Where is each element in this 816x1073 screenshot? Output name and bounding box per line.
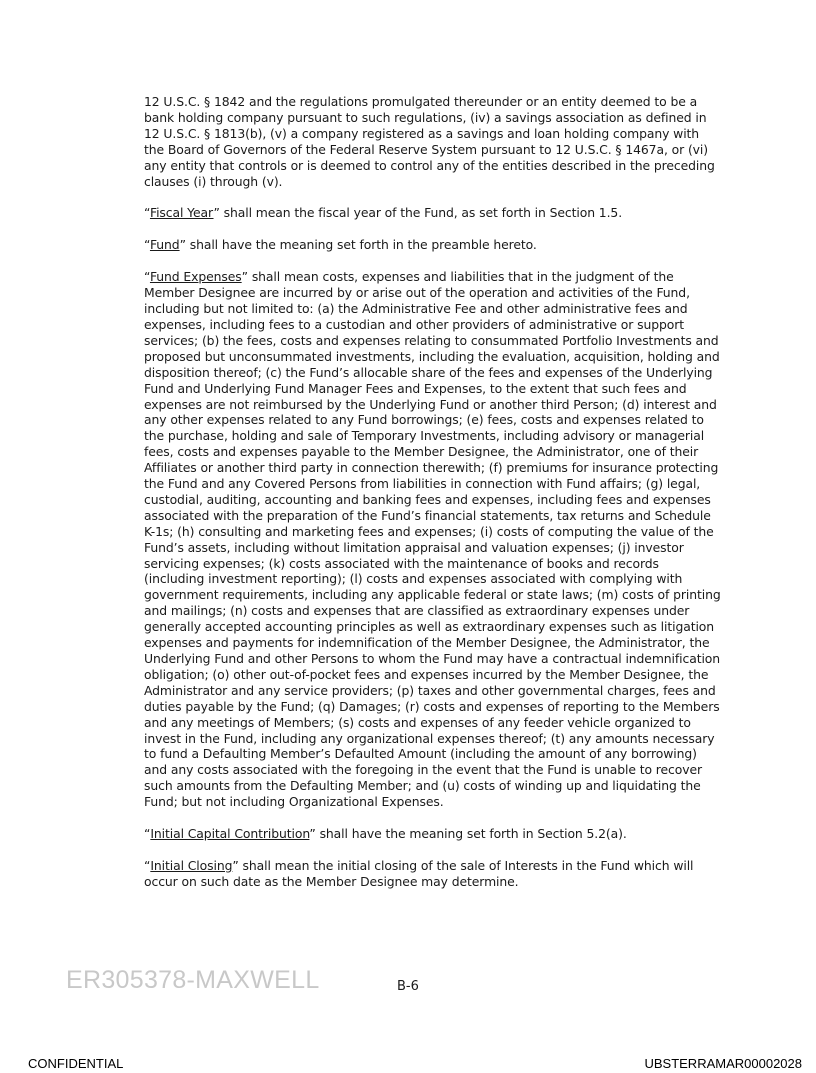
definition-initial-closing: “Initial Closing” shall mean the initial closing of the sale of Interests in the Fund which will occur on such date as the Member Designee may determine.: [144, 857, 694, 889]
definition-fund-expenses: “Fund Expenses” shall mean costs, expenses and liabilities that in the judgment of the Member Designee are incurred by or arise out of the operation and activities of the Fund, including but not limited to: (a) the Administrative Fee and other administrative fees and expenses, including fees to a custodian and other providers of administrative or support services; (b) the fees, costs and expenses relating to consummated Portfolio Investments and proposed but unconsummated investments, including the evaluation, acquisition, holding and disposition thereof; (c) the Fund’s allocable share of the fees and expenses of the Underlying Fund and Underlying Fund Manager Fees and Expenses, to the extent that such fees and expenses are not reimbursed by the Underlying Fund or another third Person; (d) interest and any other expenses related to any Fund borrowings; (e) fees, costs and expenses related to the purchase, holding and sale of Temporary Investments, including advisory or managerial fees, costs and expenses payable to the Member Designee, the Administrator, one of their Affiliates or another third party in connection therewith; (f) premiums for insurance protecting the Fund and any Covered Persons from liabilities in connection with Fund affairs; (g) legal, custodial, auditing, accounting and banking fees and expenses, including fees and expenses associated with the preparation of the Fund’s financial statements, tax returns and Schedule K-1s; (h) consulting and marketing fees and expenses; (i) costs of computing the value of the Fund’s assets, including without limitation appraisal and valuation expenses; (j) investor servicing expenses; (k) costs associated with the maintenance of books and records (including investment reporting); (l) costs and expenses associated with complying with government requirements, including any applicable federal or state laws; (m) costs of printing and mailings; (n) costs and expenses that are classified as extraordinary expenses under generally accepted accounting principles as well as extraordinary expenses such as litigation expenses and payments for indemnification of the Member Designee, the Administrator, the Underlying Fund and other Persons to whom the Fund may have a contractual indemnification obligation; (o) other out-of-pocket fees and expenses incurred by the Member Designee, the Administrator and any service providers; (p) taxes and other governmental charges, fees and duties payable by the Fund; (q) Damages; (r) costs and expenses of reporting to the Members and any meetings of Members; (s) costs and expenses of any feeder vehicle organized to invest in the Fund, including any organizational expenses thereof; (t) any amounts necessary to fund a Defaulting Member’s Defaulted Amount (including the amount of any borrowing) and any costs associated with the foregoing in the event that the Fund is unable to recover such amounts from the Defaulting Member; and (u) costs of winding up and liquidating the Fund; but not including Organizational Expenses.: [144, 269, 721, 810]
definition-fund: “Fund” shall have the meaning set forth in the preamble hereto.: [144, 237, 537, 253]
defined-term: Initial Closing: [150, 857, 233, 873]
defined-term: Initial Capital Contribution: [150, 826, 310, 842]
bates-number: UBSTERRAMAR00002028: [644, 1056, 802, 1071]
defined-term: Fund Expenses: [149, 269, 242, 285]
definition-fiscal-year: “Fiscal Year” shall mean the fiscal year of the Fund, as set forth in Section 1.5.: [144, 205, 623, 221]
defined-term: Fund: [149, 237, 180, 253]
document-body: [144, 94, 721, 906]
confidential-label: CONFIDENTIAL: [28, 1056, 124, 1071]
definition-initial-capital-contribution: “Initial Capital Contribution” shall have the meaning set forth in Section 5.2(a).: [144, 826, 627, 842]
page-number: B-6: [397, 979, 419, 994]
paragraph-bank-holding-continuation: 12 U.S.C. § 1842 and the regulations promulgated thereunder or an entity deemed to be a bank holding company pursuant to such regulations, (iv) a savings association as defined in 12 U.S.C. § 1813(b), (v) a company registered as a savings and loan holding company with the Board of Governors of the Federal Reserve System pursuant to 12 U.S.C. § 1467a, or (vi) any entity that controls or is deemed to control any of the entities described in the preceding clauses (i) through (v).: [144, 94, 715, 189]
defined-term: Fiscal Year: [149, 205, 214, 221]
bates-watermark: ER305378-MAXWELL: [66, 966, 320, 994]
